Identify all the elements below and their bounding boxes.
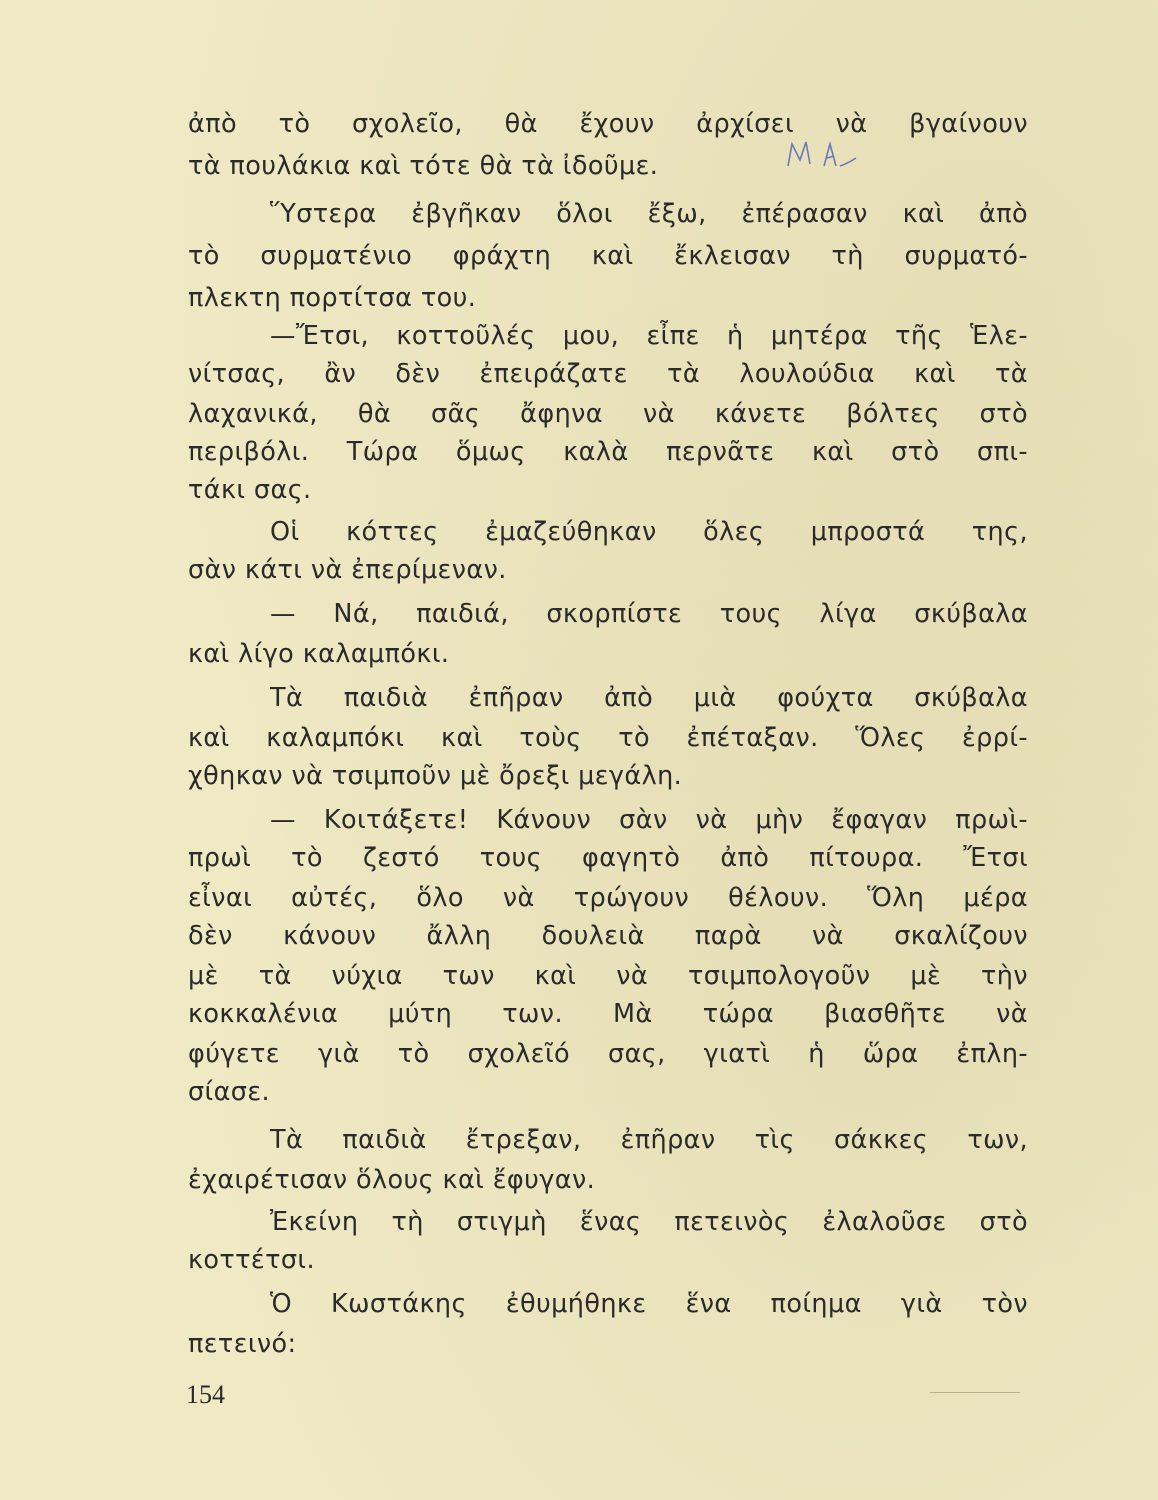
text-line: —Ἔτσι, κοττοῦλές μου, εἶπε ἡ μητέρα τῆς Ἑλε- [270,321,1028,351]
text-line: καὶ λίγο καλαμπόκι. [188,639,450,669]
text-line: Οἱ κόττες ἐμαζεύθηκαν ὅλες μπροστά της, [270,517,1028,547]
text-line: πετεινό: [188,1329,297,1359]
text-line: — Νά, παιδιά, σκορπίστε τους λίγα σκύβαλα [270,599,1028,629]
text-line: εἶναι αὐτές, ὅλο νὰ τρώγουν θέλουν. Ὅλη μέρα [188,883,1028,913]
footer-rule [930,1392,1020,1393]
text-line: χθηκαν νὰ τσιμποῦν μὲ ὄρεξι μεγάλη. [188,761,683,791]
text-line: Ὁ Κωστάκης ἐθυμήθηκε ἕνα ποίημα γιὰ τὸν [270,1289,1028,1319]
text-line: πρωὶ τὸ ζεστό τους φαγητὸ ἀπὸ πίτουρα. Ἔτσι [188,843,1028,873]
text-line: τὰ πουλάκια καὶ τότε θὰ τὰ ἰδοῦμε. [188,151,659,181]
text-line: ἀπὸ τὸ σχολεῖο, θὰ ἔχουν ἀρχίσει νὰ βγαίνουν [188,109,1028,139]
text-line: καὶ καλαμπόκι καὶ τοὺς τὸ ἐπέταξαν. Ὅλες ἐρρί- [188,723,1028,753]
text-line: σίασε. [188,1077,271,1107]
text-line: Ἐκείνη τὴ στιγμὴ ἕνας πετεινὸς ἐλαλοῦσε στὸ [270,1207,1028,1237]
text-line: κοκκαλένια μύτη των. Μὰ τώρα βιασθῆτε νὰ [188,999,1028,1029]
text-line: δὲν κάνουν ἄλλη δουλειὰ παρὰ νὰ σκαλίζουν [188,921,1028,951]
text-line: σὰν κάτι νὰ ἐπερίμεναν. [188,555,507,585]
text-line: κοττέτσι. [188,1245,315,1275]
text-line: Τὰ παιδιὰ ἔτρεξαν, ἐπῆραν τὶς σάκκες των, [270,1125,1028,1155]
text-line: πλεκτη πορτίτσα του. [188,283,477,313]
text-line: τάκι σας. [188,475,312,505]
text-line: — Κοιτάξετε! Κάνουν σὰν νὰ μὴν ἔφαγαν πρωὶ- [270,805,1028,835]
handwritten-mark [780,136,900,176]
text-line: τὸ συρματένιο φράχτη καὶ ἔκλεισαν τὴ συρματό- [188,241,1028,271]
text-line: νίτσας, ἂν δὲν ἐπειράζατε τὰ λουλούδια καὶ τὰ [188,359,1028,389]
page-number: 154 [186,1380,225,1409]
text-line: λαχανικά, θὰ σᾶς ἄφηνα νὰ κάνετε βόλτες στὸ [188,399,1028,429]
text-line: περιβόλι. Τώρα ὅμως καλὰ περνᾶτε καὶ στὸ σπι- [188,437,1028,467]
text-line: μὲ τὰ νύχια των καὶ νὰ τσιμπολογοῦν μὲ τὴν [188,961,1028,991]
text-line: Τὰ παιδιὰ ἐπῆραν ἀπὸ μιὰ φούχτα σκύβαλα [270,683,1028,713]
text-line: φύγετε γιὰ τὸ σχολεῖό σας, γιατὶ ἡ ὥρα ἐπλη- [188,1039,1028,1069]
text-line: Ὕστερα ἐβγῆκαν ὅλοι ἔξω, ἐπέρασαν καὶ ἀπὸ [270,199,1028,229]
text-line: ἐχαιρέτισαν ὅλους καὶ ἔφυγαν. [188,1165,596,1195]
